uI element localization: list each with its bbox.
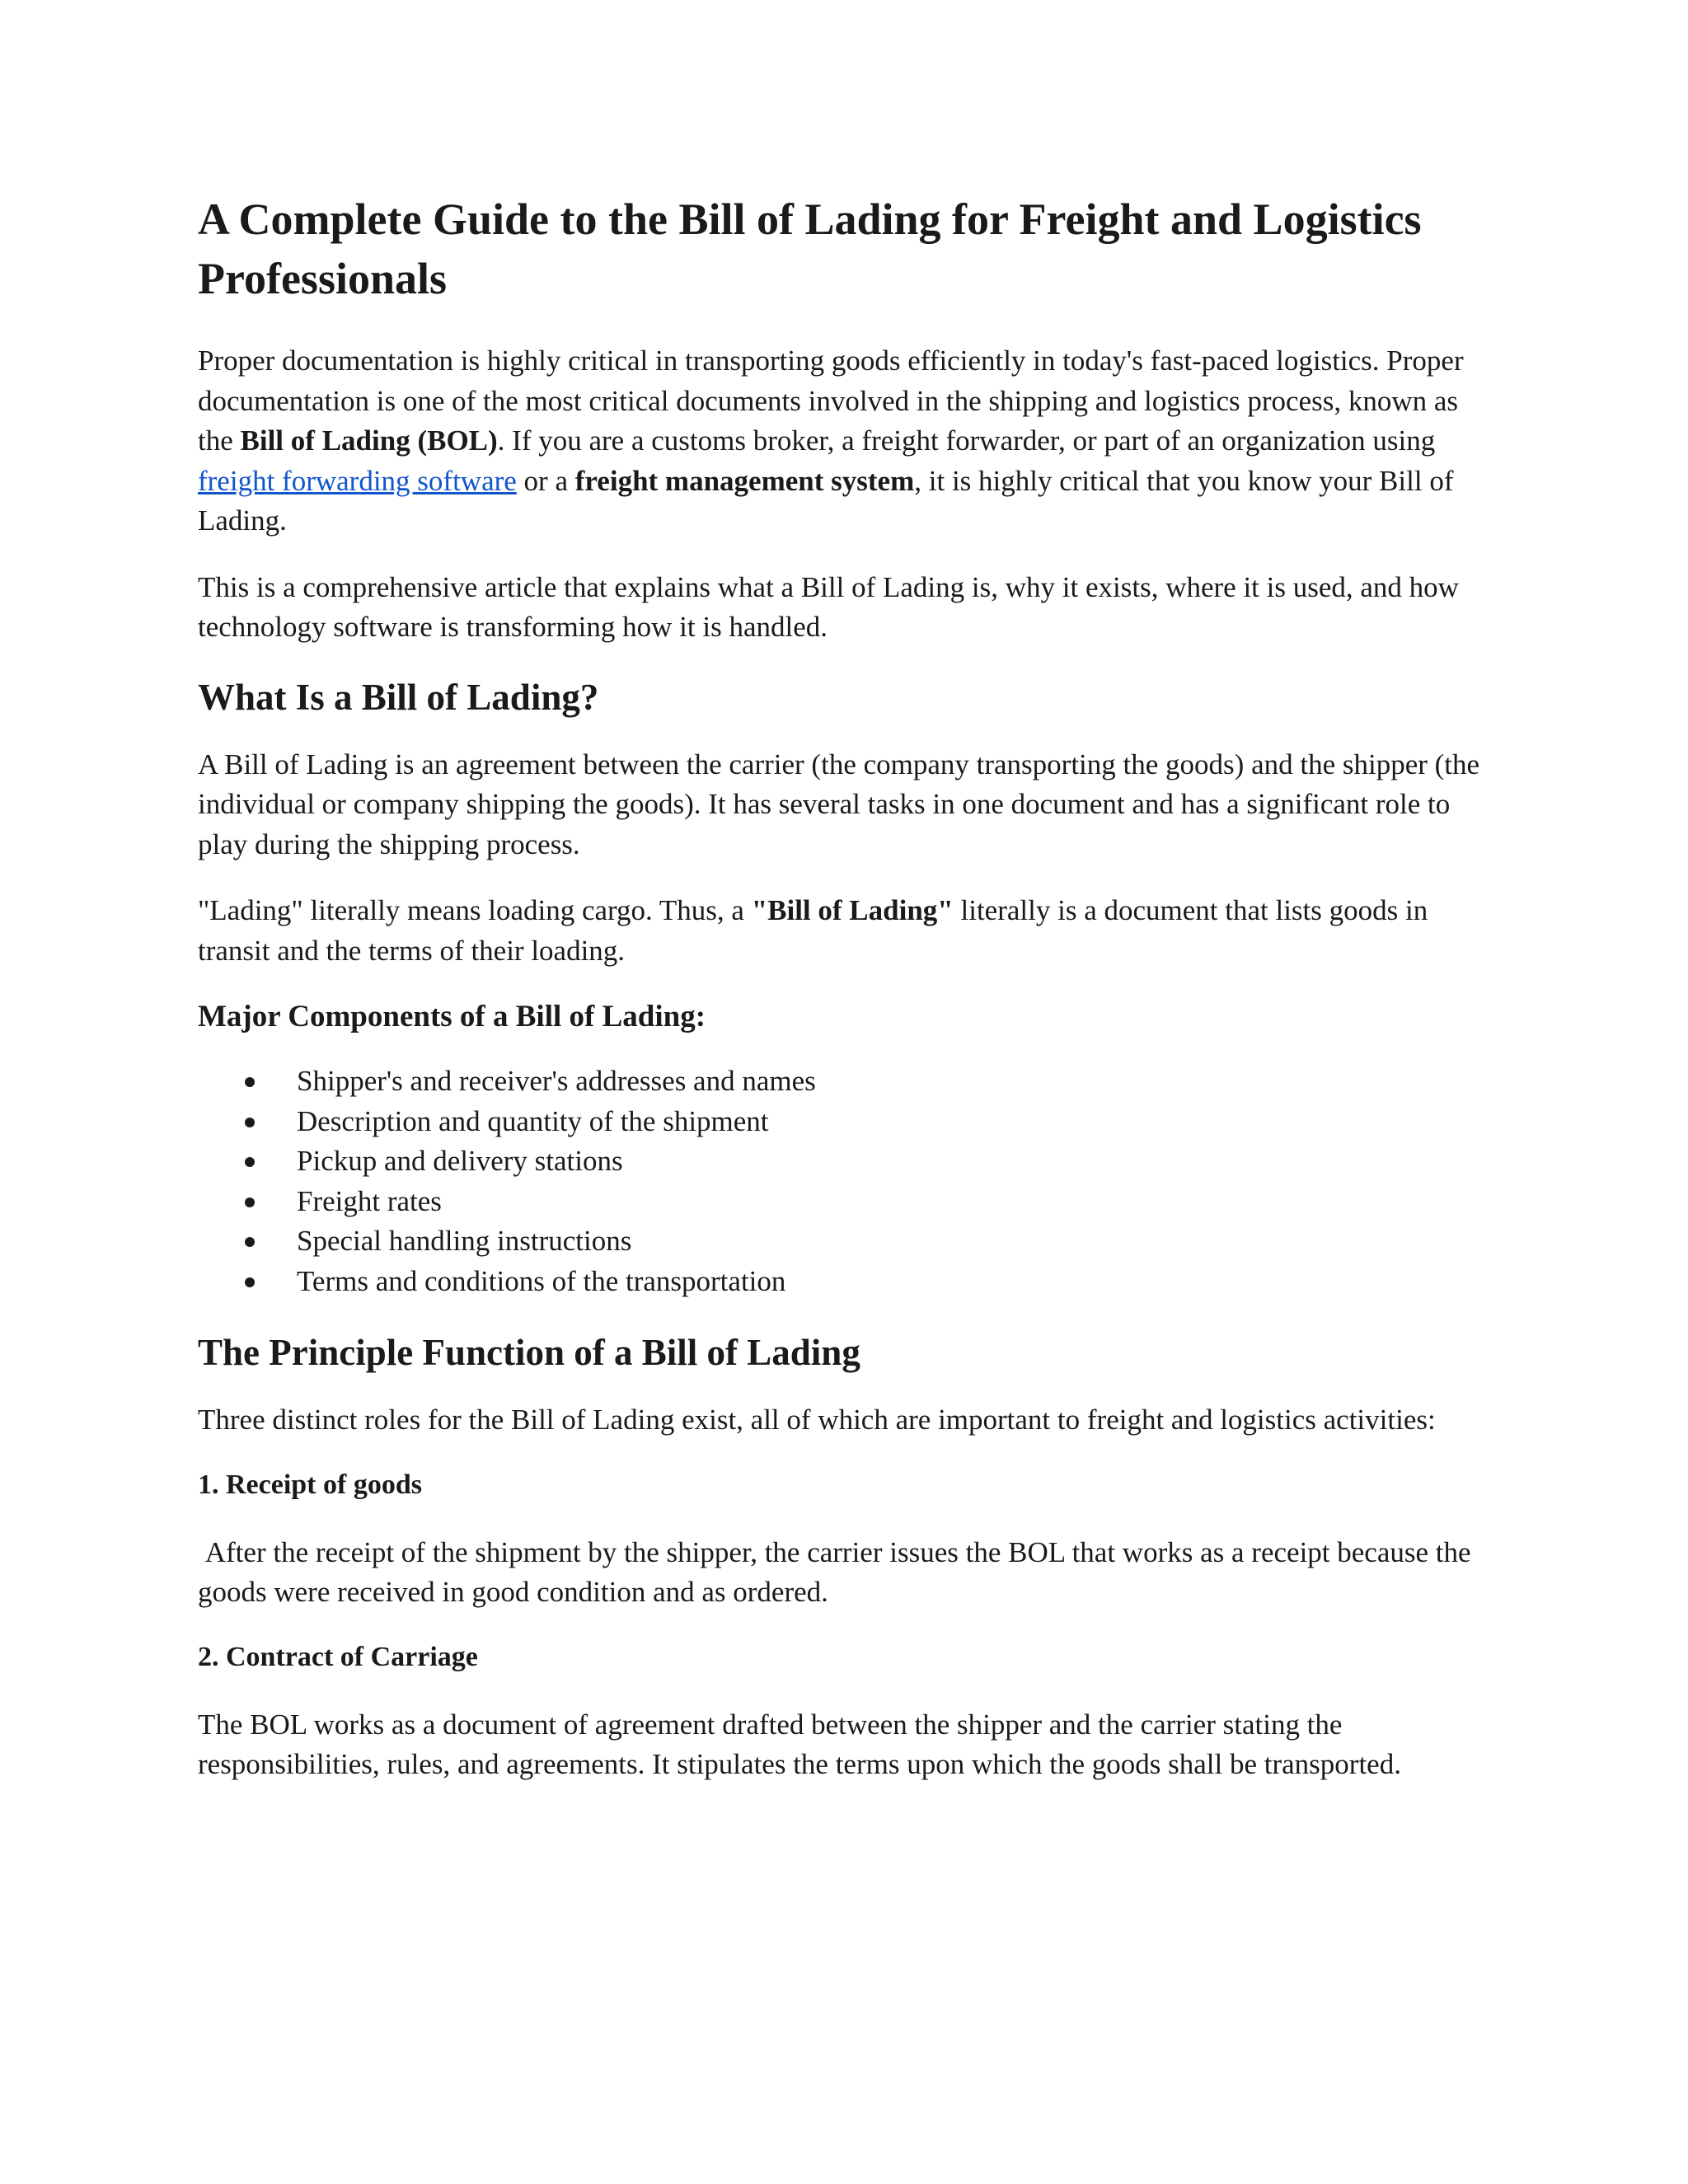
components-list — [198, 1062, 1484, 1301]
document-page — [198, 190, 1484, 1811]
section1-paragraph-2 — [198, 891, 1484, 971]
list-item — [198, 1182, 1484, 1222]
bullet-icon — [245, 1077, 255, 1087]
list-item — [198, 1262, 1484, 1302]
list-item-text: Freight rates — [297, 1184, 442, 1217]
section2-intro: Three distinct roles for the Bill of Lading exist, all of which are important to freight and logistics activities: — [198, 1404, 1436, 1436]
lading-text-2: literally is a document that lists goods in transit and the terms of their loading. — [198, 894, 1428, 967]
intro-text-2: . If you are a customs broker, a freight forwarder, or part of an organization using — [497, 424, 1436, 457]
bol-term: Bill of Lading (BOL) — [240, 424, 498, 457]
section-heading-what-is-bol: What Is a Bill of Lading? — [198, 676, 599, 718]
document-title: A Complete Guide to the Bill of Lading for Freight and Logistics Professionals — [198, 194, 1422, 303]
freight-forwarding-software-link[interactable]: freight forwarding software — [198, 464, 517, 497]
list-item — [198, 1141, 1484, 1182]
role-text-receipt: After the receipt of the shipment by the shipper, the carrier issues the BOL that works as a receipt because the goods were received in good condition and as ordered. — [198, 1535, 1479, 1608]
components-subheading: Major Components of a Bill of Lading: — [198, 1000, 706, 1033]
bullet-icon — [245, 1277, 255, 1287]
list-item — [198, 1062, 1484, 1102]
intro-paragraph-1 — [198, 341, 1484, 541]
intro-text-1: Proper documentation is highly critical in transporting goods efficiently in today's fast-paced logistics. Proper documentation is one of the most critical documents involved in the shipping and logistics process, known as the — [198, 344, 1464, 457]
list-item-text: Terms and conditions of the transportation — [297, 1264, 786, 1297]
role-heading-receipt: 1. Receipt of goods — [198, 1469, 422, 1500]
list-item — [198, 1102, 1484, 1142]
section-heading-principle-function: The Principle Function of a Bill of Lading — [198, 1332, 860, 1373]
bullet-icon — [245, 1237, 255, 1247]
role-text-contract: The BOL works as a document of agreement drafted between the shipper and the carrier stating the responsibilities, rules, and agreements. It stipulates the terms upon which the goods shall be transported. — [198, 1708, 1401, 1780]
intro-paragraph-2: This is a comprehensive article that explains what a Bill of Lading is, why it exists, where it is used, and how technology software is transforming how it is handled. — [198, 570, 1459, 643]
intro-text-4: , it is highly critical that you know your Bill of Lading. — [198, 464, 1454, 537]
lading-text-1: "Lading" literally means loading cargo. Thus, a — [198, 894, 752, 926]
section1-paragraph-1: A Bill of Lading is an agreement between the carrier (the company transporting the goods) and the shipper (the individual or company shipping the goods). It has several tasks in one document and has a significant role to play during the shipping process. — [198, 748, 1480, 860]
bullet-icon — [245, 1157, 255, 1167]
intro-text-3: or a — [516, 464, 575, 497]
bullet-icon — [245, 1118, 255, 1127]
freight-management-system-term: freight management system — [574, 464, 915, 497]
list-item-text: Description and quantity of the shipment — [297, 1104, 769, 1137]
bullet-icon — [245, 1197, 255, 1207]
list-item — [198, 1221, 1484, 1262]
list-item-text: Pickup and delivery stations — [297, 1145, 623, 1177]
list-item-text: Shipper's and receiver's addresses and names — [297, 1065, 816, 1097]
list-item-text: Special handling instructions — [297, 1225, 632, 1257]
role-heading-contract: 2. Contract of Carriage — [198, 1641, 478, 1672]
bill-of-lading-term: "Bill of Lading" — [751, 894, 954, 926]
